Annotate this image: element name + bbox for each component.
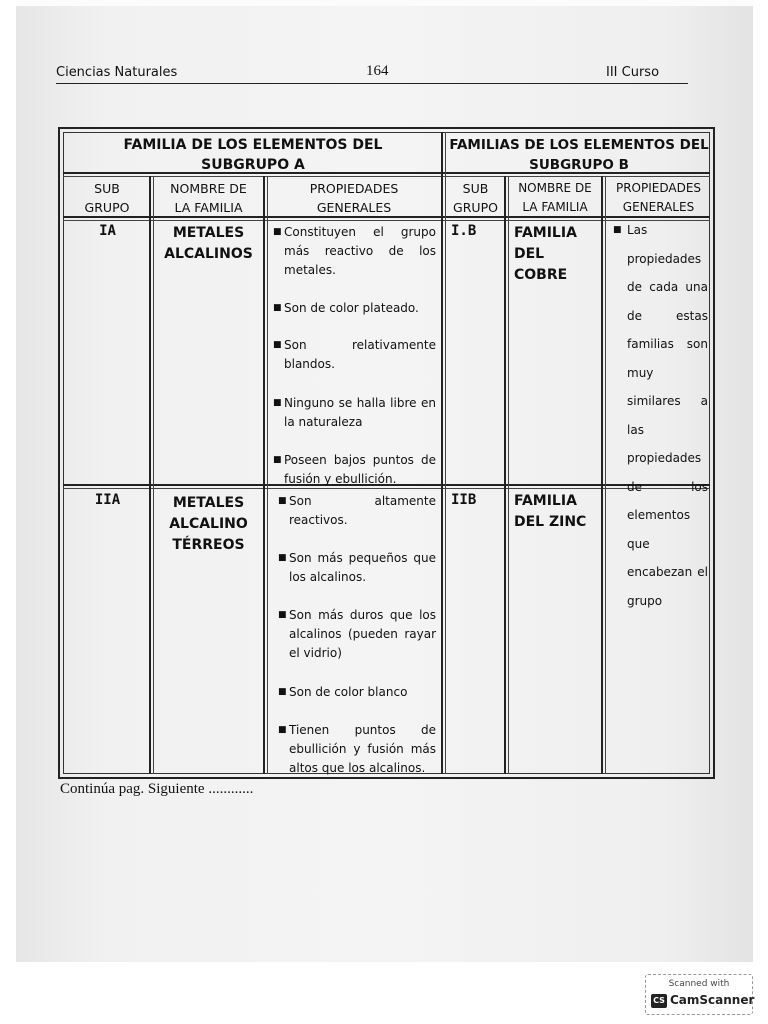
colhead-b-subgroup-l2: GRUPO — [453, 200, 498, 215]
row1-subgroup: IA — [99, 223, 116, 239]
colhead-b-subgroup — [447, 179, 504, 217]
header-subject: Ciencias Naturales — [56, 65, 178, 80]
colhead-b-properties-l1: PROPIEDADES — [615, 181, 702, 195]
colhead-family-l1: NOMBRE DE — [170, 181, 247, 196]
watermark-scanned-with: Scanned with — [668, 979, 730, 989]
row1-family-l1: METALES — [172, 225, 245, 241]
elements-table — [58, 127, 715, 779]
watermark-brand: CamScanner — [670, 993, 755, 1007]
vline-ab-double — [445, 132, 446, 774]
group-a-title-line2: SUBGRUPO A — [201, 157, 305, 173]
vline-a1 — [149, 176, 151, 774]
row1-prop-5 — [273, 451, 436, 489]
row2-prop-1-text: Son altamente reactivos. — [289, 494, 436, 527]
colhead-b-family-l2: LA FAMILIA — [522, 200, 588, 214]
continue-note: Continúa pag. Siguiente ............ — [60, 781, 254, 797]
bullet-icon: ■ — [278, 553, 287, 563]
bullet-icon: ■ — [273, 227, 282, 237]
vline-b1 — [504, 176, 506, 774]
row1-prop-1-text: Constituyen el grupo más reactivo de los metales. — [284, 225, 436, 277]
bullet-icon: ■ — [278, 687, 287, 697]
row2-prop-2 — [278, 549, 436, 587]
colhead-properties-l1: PROPIEDADES — [309, 181, 399, 196]
bullet-icon: ■ — [273, 455, 282, 465]
group-b-title-line2: SUBGRUPO B — [529, 157, 629, 173]
vline-b1-double — [508, 176, 509, 774]
row2-b-family-l1: FAMILIA — [514, 493, 577, 509]
row1-family — [154, 223, 263, 265]
b-general-properties — [613, 216, 708, 615]
colhead-family-l2: LA FAMILIA — [174, 200, 243, 215]
row2-prop-5 — [278, 721, 436, 778]
bullet-icon: ■ — [273, 340, 282, 350]
colhead-subgroup-l1: SUB — [94, 181, 120, 196]
row1-prop-3-text: Son relativamente blandos. — [284, 338, 436, 371]
row1-prop-1 — [273, 223, 436, 280]
page-top-edge — [16, 0, 753, 6]
colhead-subgroup-l2: GRUPO — [84, 200, 130, 215]
bullet-icon: ■ — [278, 725, 287, 735]
colhead-b-subgroup-l1: SUB — [462, 181, 489, 196]
camscanner-logo-icon: CS — [651, 994, 667, 1008]
header-course: III Curso — [606, 65, 660, 80]
row2-prop-3-text: Son más duros que los alcalinos (pueden rayar el vidrio) — [289, 608, 436, 660]
row1-b-family-l1: FAMILIA — [514, 225, 577, 241]
header-page-number: 164 — [366, 63, 389, 79]
colhead-b-properties — [606, 179, 711, 217]
colhead-b-properties-l2: GENERALES — [622, 200, 695, 214]
bullet-icon: ■ — [273, 303, 282, 313]
row1-prop-3 — [273, 336, 436, 374]
vline-b2-double — [605, 176, 606, 774]
group-b-title-line1: FAMILIAS DE LOS ELEMENTOS DEL — [449, 137, 709, 153]
row1-prop-2-text: Son de color plateado. — [284, 301, 419, 315]
b-general-properties-text: Las propiedades de cada una de estas familias son muy similares a las propiedades de los elementos que encabezan el grupo — [627, 223, 708, 608]
group-b-title — [448, 135, 710, 175]
group-a-title — [66, 135, 440, 175]
row1-b-family-l2: DEL — [514, 246, 545, 262]
row1-family-l2: ALCALINOS — [164, 246, 253, 262]
row1-prop-2 — [273, 299, 436, 318]
colhead-b-family — [509, 179, 601, 217]
vline-a1-double — [153, 176, 154, 774]
row2-prop-1 — [278, 492, 436, 530]
row2-prop-5-text: Tienen puntos de ebullición y fusión más altos que los alcalinos. — [289, 723, 436, 775]
row2-b-subgroup: IIB — [451, 492, 477, 508]
row1-b-family-l3: COBRE — [514, 267, 568, 283]
colhead-family — [154, 179, 263, 217]
row2-prop-4 — [278, 683, 436, 702]
vline-a2-double — [267, 176, 268, 774]
row1-prop-4-text: Ninguno se halla libre en la naturaleza — [284, 396, 436, 429]
hline-title-double — [63, 176, 710, 177]
row2-family-l2: ALCALINO — [169, 516, 248, 532]
row2-prop-4-text: Son de color blanco — [289, 685, 408, 699]
row2-family — [154, 493, 263, 556]
page-header — [56, 63, 688, 84]
group-a-title-line1: FAMILIA DE LOS ELEMENTOS DEL — [123, 137, 383, 153]
row2-family-l3: TÉRREOS — [172, 537, 245, 553]
colhead-b-family-l1: NOMBRE DE — [518, 181, 592, 195]
vline-b2 — [601, 176, 603, 774]
row1-prop-5-text: Poseen bajos puntos de fusión y ebullición. — [284, 453, 436, 486]
colhead-properties-l2: GENERALES — [316, 200, 392, 215]
vline-a2 — [263, 176, 265, 774]
vline-ab — [441, 132, 443, 774]
colhead-properties — [268, 179, 440, 217]
row2-family-l1: METALES — [172, 495, 245, 511]
row1-prop-4 — [273, 394, 436, 432]
colhead-subgroup — [65, 179, 149, 217]
row2-prop-3 — [278, 606, 436, 663]
row2-properties — [278, 492, 436, 782]
row2-b-family-l2: DEL ZINC — [514, 514, 587, 530]
bullet-icon: ■ — [278, 610, 287, 620]
row1-b-family — [514, 223, 600, 286]
row2-subgroup: IIA — [94, 492, 121, 508]
row1-properties — [273, 223, 436, 486]
bullet-icon: ■ — [273, 398, 282, 408]
row2-b-family — [514, 491, 600, 533]
camscanner-watermark — [645, 974, 753, 1015]
bullet-icon: ■ — [278, 496, 287, 506]
bullet-icon: ■ — [613, 225, 622, 235]
row2-prop-2-text: Son más pequeños que los alcalinos. — [289, 551, 436, 584]
row1-b-subgroup: I.B — [451, 223, 477, 239]
